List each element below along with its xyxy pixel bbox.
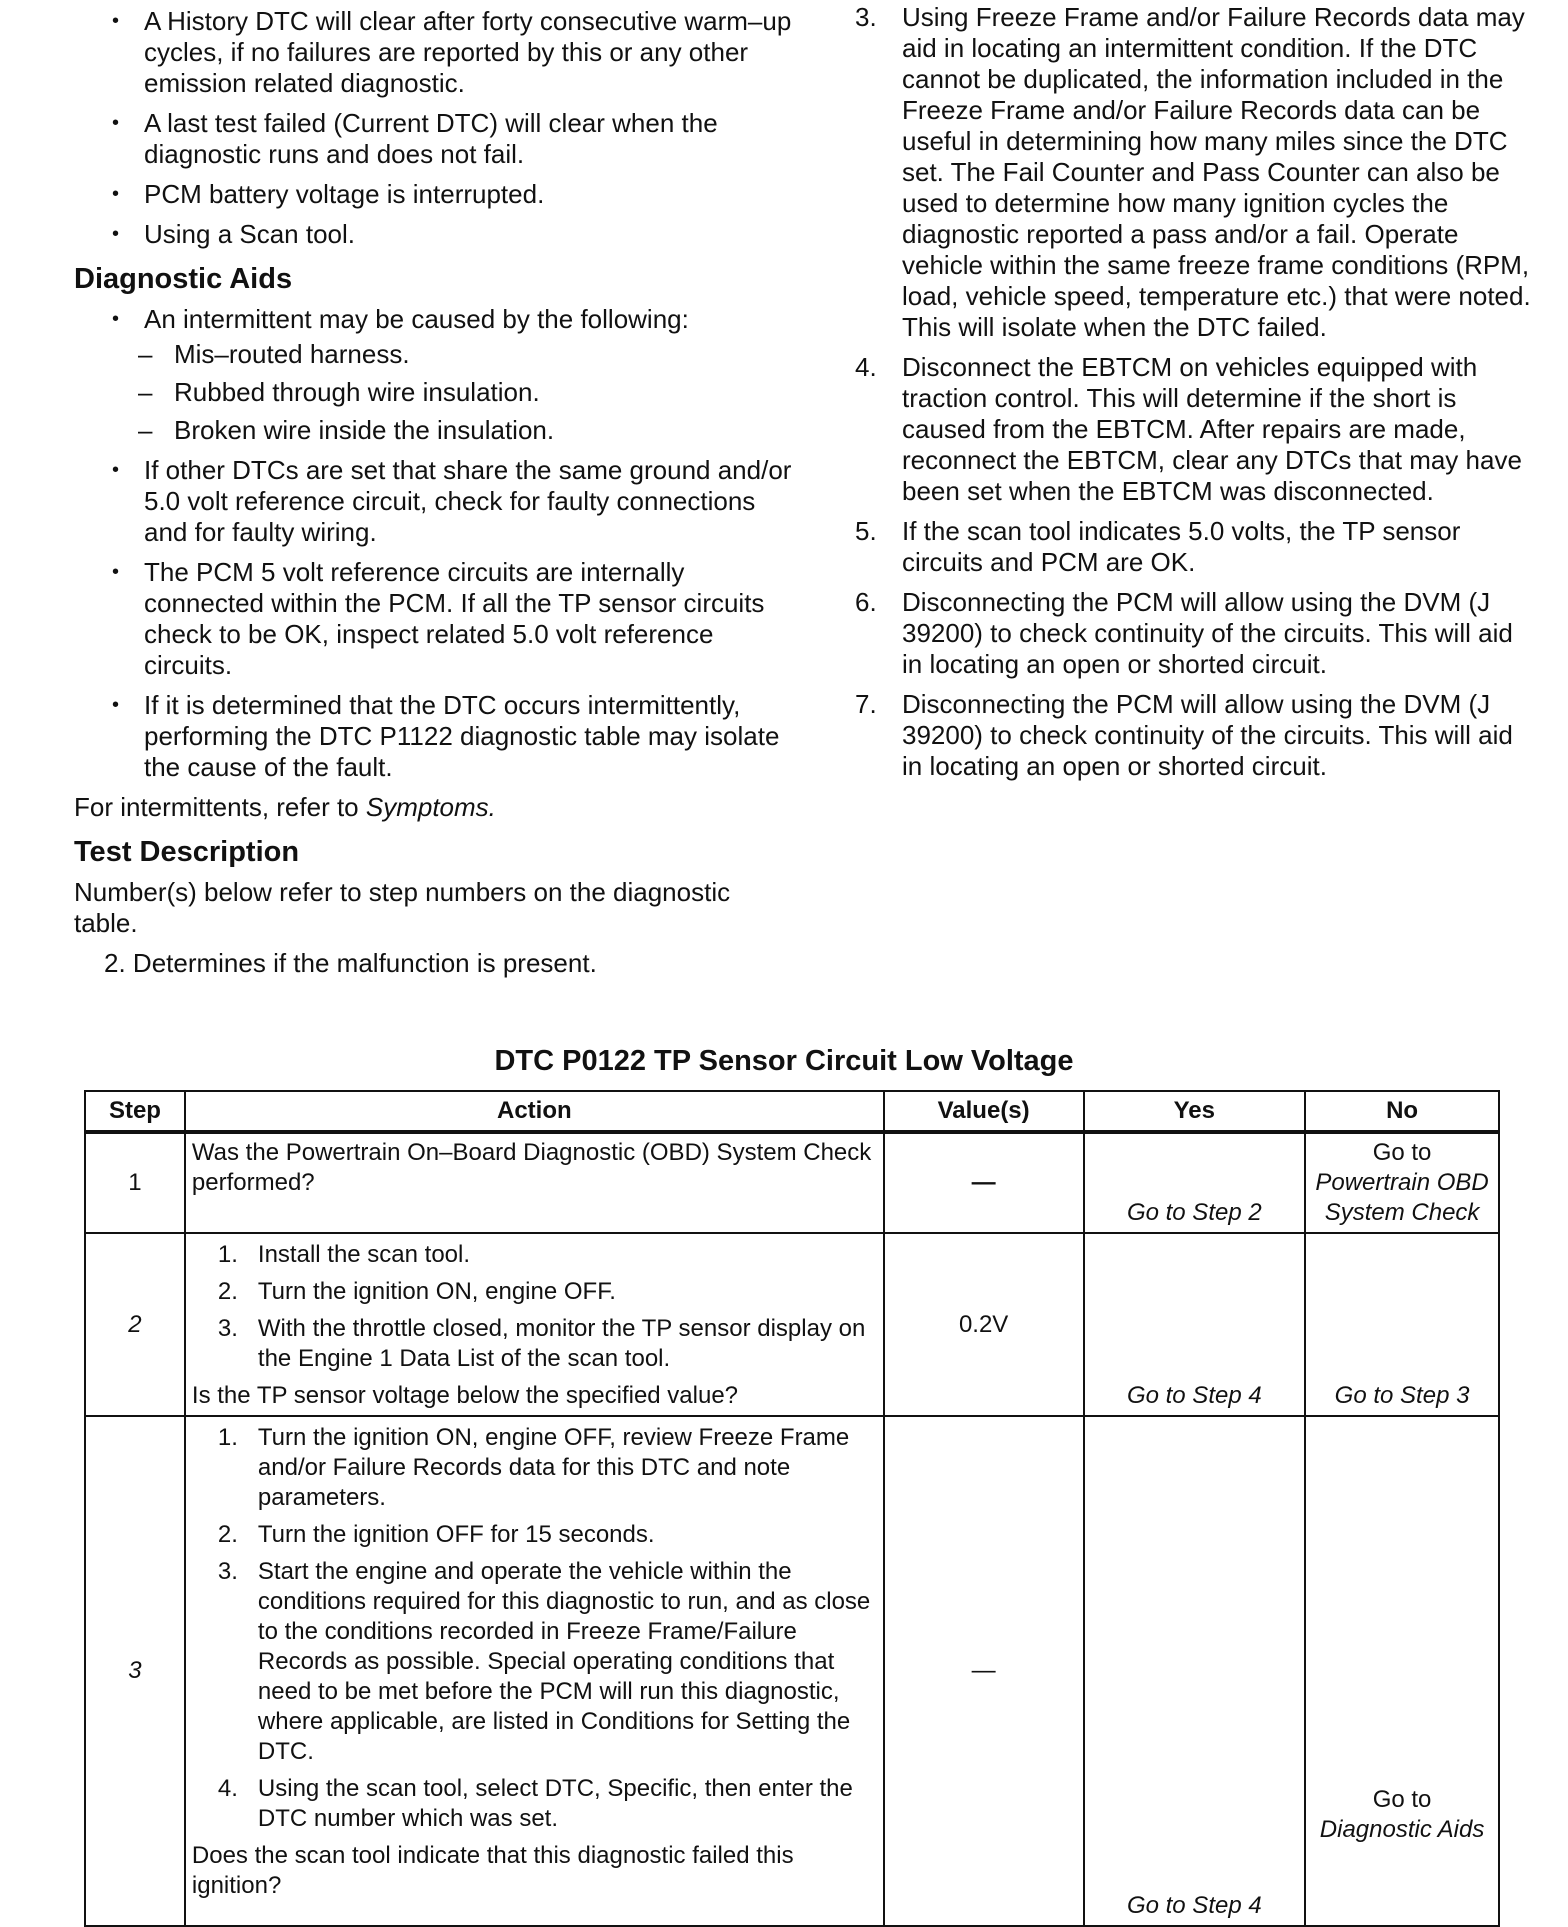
step-number: 7. [855, 689, 877, 719]
value-cell: — [884, 1132, 1084, 1233]
reference-text: For intermittents, refer to [74, 792, 366, 822]
list-item: • A History DTC will clear after forty consecutive warm–up cycles, if no failures are reported by this or any other emission related diagnostic. [74, 6, 794, 99]
action-question: Is the TP sensor voltage below the specified value? [191, 1382, 739, 1409]
left-column [74, 6, 794, 988]
value-cell: 0.2V [884, 1233, 1084, 1416]
action-text: Install the scan tool. [257, 1241, 471, 1268]
step-text: Disconnect the EBTCM on vehicles equipped with traction control. This will determine if the short is caused from the EBTCM. After repairs are made, reconnect the EBTCM, clear any DTCs that may have been set when the EBTCM was disconnected. [902, 352, 1522, 506]
list-item [855, 2, 1535, 343]
yes-cell[interactable]: Go to Step 2 [1084, 1132, 1306, 1233]
intermittents-reference [74, 792, 794, 823]
list-item: • If other DTCs are set that share the same ground and/or 5.0 volt reference circuit, check for faulty connections and for faulty wiring. [74, 455, 794, 548]
list-item: • PCM battery voltage is interrupted. [74, 179, 794, 210]
step-text: Disconnecting the PCM will allow using the DVM (J 39200) to check continuity of the circuits. This will aid in locating an open or shorted circuit. [902, 587, 1513, 679]
diagnostic-aids-list [74, 304, 794, 783]
action-cell [185, 1233, 884, 1416]
list-item [192, 1240, 877, 1270]
action-question: Does the scan tool indicate that this diagnostic failed this ignition? [191, 1842, 794, 1899]
step-number: 6. [855, 587, 877, 617]
list-item: • Using a Scan tool. [74, 219, 794, 250]
diagnostic-aids-heading: Diagnostic Aids [74, 263, 293, 295]
no-prefix: Go to [1372, 1139, 1432, 1166]
action-text: Start the engine and operate the vehicle within the conditions required for this diagnostic to run, and as close to the conditions recorded in Freeze Frame/Failure Records as possible. Special operating conditions that need to be met before the PCM will run this diagnostic, where applicable, are listed in Conditions for Setting the DTC. [257, 1558, 871, 1765]
action-cell [185, 1132, 884, 1233]
no-prefix: Go to [1372, 1786, 1432, 1813]
action-text: Turn the ignition ON, engine OFF, review Freeze Frame and/or Failure Records data for this DTC and note parameters. [257, 1424, 850, 1511]
step-text: If the scan tool indicates 5.0 volts, the TP sensor circuits and PCM are OK. [902, 516, 1461, 577]
step-number: 3. [855, 2, 877, 32]
action-text: With the throttle closed, monitor the TP sensor display on the Engine 1 Data List of the scan tool. [257, 1315, 866, 1372]
step-text: Determines if the malfunction is present. [132, 948, 597, 978]
value-cell: — [884, 1416, 1084, 1926]
list-item: – Broken wire inside the insulation. [138, 415, 794, 446]
dtc-clear-conditions-list [74, 6, 794, 250]
action-number: 3. [217, 1315, 238, 1342]
list-item [192, 1557, 877, 1767]
action-number: 1. [217, 1241, 238, 1268]
action-question: Was the Powertrain On–Board Diagnostic (OBD) System Check performed? [191, 1139, 872, 1196]
step-cell: 3 [85, 1416, 185, 1926]
step-number: 4. [855, 352, 877, 382]
step-cell: 1 [85, 1132, 185, 1233]
table-row [85, 1233, 1499, 1416]
list-item [192, 1277, 877, 1307]
list-item [855, 516, 1535, 578]
test-description-steps [855, 2, 1535, 782]
no-cell[interactable] [1305, 1132, 1499, 1233]
step-text: Disconnecting the PCM will allow using the DVM (J 39200) to check continuity of the circuits. This will aid in locating an open or shorted circuit. [902, 689, 1513, 781]
no-link[interactable]: Diagnostic Aids [1319, 1816, 1485, 1843]
list-item: • The PCM 5 volt reference circuits are internally connected within the PCM. If all the TP sensor circuits check to be OK, inspect related 5.0 volt reference circuits. [74, 557, 794, 681]
yes-cell[interactable]: Go to Step 4 [1084, 1416, 1306, 1926]
header-step: Step [85, 1091, 185, 1132]
table-row [85, 1416, 1499, 1926]
table-row [85, 1132, 1499, 1233]
diagnostic-table [84, 1090, 1500, 1927]
action-number: 2. [217, 1521, 238, 1548]
test-description-heading: Test Description [74, 836, 300, 868]
no-cell[interactable] [1305, 1416, 1499, 1926]
right-column [855, 2, 1535, 791]
test-description-intro: Number(s) below refer to step numbers on the diagnostic table. [74, 877, 731, 938]
no-link[interactable]: Powertrain OBD System Check [1315, 1169, 1489, 1226]
step-text: Using Freeze Frame and/or Failure Records data may aid in locating an intermittent condition. If the DTC cannot be duplicated, the information included in the Freeze Frame and/or Failure Records data can be useful in determining how many miles since the DTC set. The Fail Counter and Pass Counter can also be used to determine how many ignition cycles the diagnostic reported a pass and/or a fail. Operate vehicle within the same freeze frame conditions (RPM, load, vehicle speed, temperature etc.) that were noted. This will isolate when the DTC failed. [902, 2, 1531, 342]
list-item: • A last test failed (Current DTC) will clear when the diagnostic runs and does not fail. [74, 108, 794, 170]
action-number: 2. [217, 1278, 238, 1305]
action-list [192, 1423, 877, 1834]
table-header-row [85, 1091, 1499, 1132]
action-cell [185, 1416, 884, 1926]
intermittent-causes-list [144, 339, 794, 446]
action-number: 1. [217, 1424, 238, 1451]
header-values: Value(s) [884, 1091, 1084, 1132]
action-text: Turn the ignition ON, engine OFF. [257, 1278, 616, 1305]
step-number: 5. [855, 516, 877, 546]
step-number: 2. [104, 948, 126, 978]
table-title: DTC P0122 TP Sensor Circuit Low Voltage [494, 1045, 1074, 1077]
header-action: Action [185, 1091, 884, 1132]
list-item [855, 352, 1535, 507]
list-item: – Mis–routed harness. [138, 339, 794, 370]
list-item [192, 1520, 877, 1550]
list-item: • If it is determined that the DTC occurs intermittently, performing the DTC P1122 diagnostic table may isolate the cause of the fault. [74, 690, 794, 783]
symptoms-link[interactable]: Symptoms. [365, 792, 496, 822]
list-item [855, 689, 1535, 782]
list-item [192, 1314, 877, 1374]
list-item [855, 587, 1535, 680]
yes-cell[interactable]: Go to Step 4 [1084, 1233, 1306, 1416]
step-cell: 2 [85, 1233, 185, 1416]
header-yes: Yes [1084, 1091, 1306, 1132]
action-text: Using the scan tool, select DTC, Specific, then enter the DTC number which was set. [257, 1775, 853, 1832]
intermittent-intro: An intermittent may be caused by the following: [144, 304, 689, 334]
action-number: 4. [217, 1775, 238, 1802]
test-description-step-2 [74, 948, 794, 979]
no-cell[interactable]: Go to Step 3 [1305, 1233, 1499, 1416]
action-text: Turn the ignition OFF for 15 seconds. [257, 1521, 655, 1548]
list-item [192, 1423, 877, 1513]
header-no: No [1305, 1091, 1499, 1132]
action-number: 3. [217, 1558, 238, 1585]
list-item [74, 304, 794, 446]
list-item: – Rubbed through wire insulation. [138, 377, 794, 408]
list-item [192, 1774, 877, 1834]
action-list [192, 1240, 877, 1374]
